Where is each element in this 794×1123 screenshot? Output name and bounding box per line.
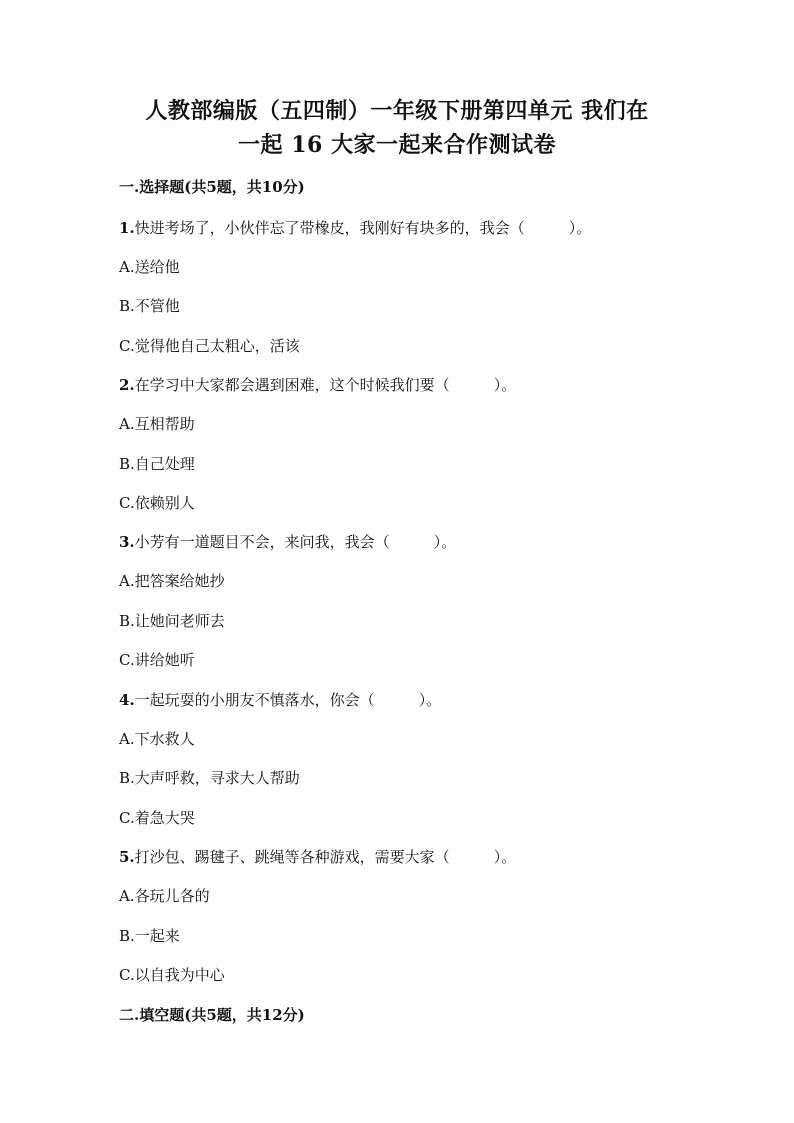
- option-3c: C.讲给她听: [119, 651, 195, 669]
- question-stem: 一起玩耍的小朋友不慎落水，你会（: [134, 691, 375, 709]
- question-stem: 快进考场了，小伙伴忘了带橡皮，我刚好有块多的，我会（: [134, 219, 525, 237]
- question-5: [119, 847, 516, 867]
- option-1c: C.觉得他自己太粗心，活该: [119, 337, 300, 355]
- section-heading-fill-blank: 二.填空题(共5题，共12分): [119, 1006, 305, 1024]
- question-stem-end: ）。: [433, 533, 457, 551]
- question-stem-end: ）。: [493, 848, 517, 866]
- question-stem-end: ）。: [493, 376, 517, 394]
- option-5a: A.各玩儿各的: [119, 887, 210, 905]
- question-number: 5.: [119, 848, 135, 866]
- option-1b: B.不管他: [119, 297, 180, 315]
- option-2b: B.自己处理: [119, 455, 195, 473]
- question-number: 3.: [119, 533, 135, 551]
- question-stem-end: ）。: [568, 219, 592, 237]
- question-stem-end: ）。: [418, 691, 442, 709]
- document-title-line-2: 一起 16 大家一起来合作测试卷: [238, 132, 556, 158]
- option-4b: B.大声呼救，寻求大人帮助: [119, 769, 300, 787]
- question-4: [119, 690, 441, 710]
- option-2c: C.依赖别人: [119, 494, 195, 512]
- question-stem: 在学习中大家都会遇到困难，这个时候我们要（: [134, 376, 450, 394]
- document-title-line-1: 人教部编版（五四制）一年级下册第四单元 我们在: [145, 98, 649, 124]
- option-4c: C.着急大哭: [119, 809, 195, 827]
- option-3a: A.把答案给她抄: [119, 572, 225, 590]
- option-5c: C.以自我为中心: [119, 966, 225, 984]
- question-number: 1.: [119, 219, 135, 237]
- option-5b: B.一起来: [119, 927, 180, 945]
- question-stem: 小芳有一道题目不会，来问我，我会（: [134, 533, 390, 551]
- section-heading-choice: 一.选择题(共5题，共10分): [119, 178, 305, 196]
- option-1a: A.送给他: [119, 258, 180, 276]
- option-2a: A.互相帮助: [119, 415, 195, 433]
- question-1: [119, 218, 591, 238]
- question-3: [119, 532, 456, 552]
- question-number: 4.: [119, 691, 135, 709]
- question-number: 2.: [119, 376, 135, 394]
- question-stem: 打沙包、踢毽子、跳绳等各种游戏，需要大家（: [134, 848, 450, 866]
- option-3b: B.让她问老师去: [119, 612, 225, 630]
- question-2: [119, 375, 516, 395]
- option-4a: A.下水救人: [119, 730, 195, 748]
